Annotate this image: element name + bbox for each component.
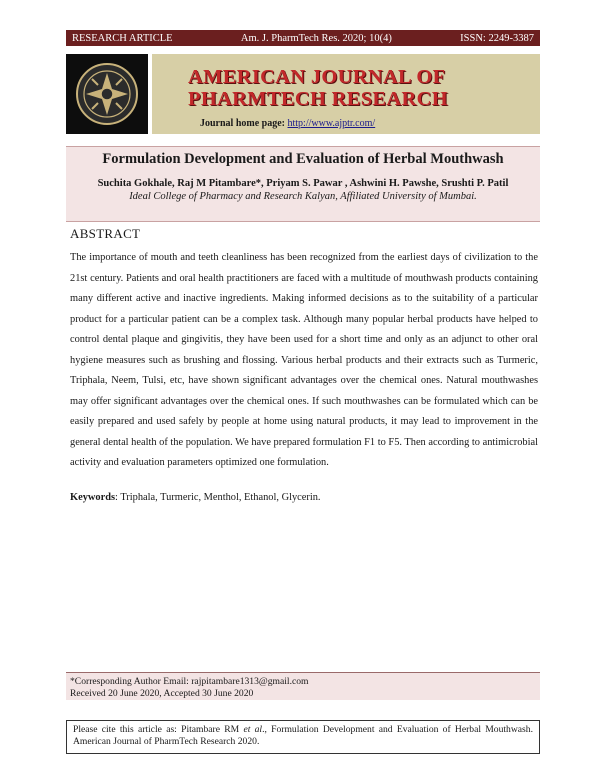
journal-citation: Am. J. PharmTech Res. 2020; 10(4)	[240, 32, 392, 44]
header-bar	[66, 30, 540, 46]
cite-etal: et al	[243, 724, 263, 735]
cite-rest: ., Formulation Development and Evaluation of Herbal Mouthwash. American Journal of PharmTech Research 2020.	[73, 724, 533, 747]
journal-home-label: Journal home page:	[200, 118, 288, 129]
abstract-heading: ABSTRACT	[70, 226, 141, 241]
issn: ISSN: 2249-3387	[460, 32, 534, 44]
journal-home	[200, 118, 375, 129]
paper-title: Formulation Development and Evaluation of Herbal Mouthwash	[102, 151, 504, 167]
journal-title-line-1: AMERICAN JOURNAL OF	[188, 66, 446, 88]
paper-title-block	[66, 146, 540, 222]
keywords	[70, 492, 321, 503]
keywords-label: Keywords	[70, 492, 116, 503]
abstract-body: The importance of mouth and teeth cleanliness has been recognized from the earliest days of civilization to the 21st century. Patients and oral health practitioners are faced with a multitude of mouthwash products containing many different active and inactive ingredients. Making informed decisions as to the suitability of a particular product for a particular patient can be a complex task. Although many popular herbal products have helped to control dental plaque and gingivitis, they have been used for a short time and only as an adjunct to other oral hygiene measures such as brushing and flossing. Various herbal products and their extracts such as Turmeric, Triphala, Neem, Tulsi, etc, have shown significant advantages over the chemical ones. Natural mouthwashes may offer significant advantages over the chemical ones. If such mouthwashes can be formulated which can be easily prepared and used safely by people at home using natural products, it may lead to improvement in the general dental health of the population. We have prepared formulation F1 to F5. Then according to antimicrobial activity and evaluation parameters optimized one formulation.	[70, 252, 538, 468]
author-list: Suchita Gokhale, Raj M Pitambare*, Priyam S. Pawar , Ashwini H. Pawshe, Srushti P. Patil	[97, 178, 509, 189]
affiliation: Ideal College of Pharmacy and Research Kalyan, Affiliated University of Mumbai.	[129, 191, 477, 202]
cite-prefix: Please cite this article as: Pitambare RM	[73, 724, 244, 735]
corresponding-email: *Corresponding Author Email: rajpitambare1313@gmail.com	[70, 676, 309, 687]
journal-home-link[interactable]: http://www.ajptr.com/	[287, 118, 376, 129]
journal-title-line-2: PHARMTECH RESEARCH	[188, 88, 448, 110]
article-type: RESEARCH ARTICLE	[72, 32, 173, 44]
received-dates: Received 20 June 2020, Accepted 30 June 2020	[70, 688, 254, 699]
journal-logo	[66, 54, 148, 134]
keywords-list: : Triphala, Turmeric, Menthol, Ethanol, Glycerin.	[115, 492, 321, 503]
journal-title	[188, 66, 448, 110]
journal-title-box	[152, 54, 540, 134]
journal-emblem-icon	[72, 59, 142, 129]
citation-box	[66, 720, 540, 754]
journal-banner	[66, 54, 540, 134]
corresponding-author-block	[66, 672, 540, 700]
